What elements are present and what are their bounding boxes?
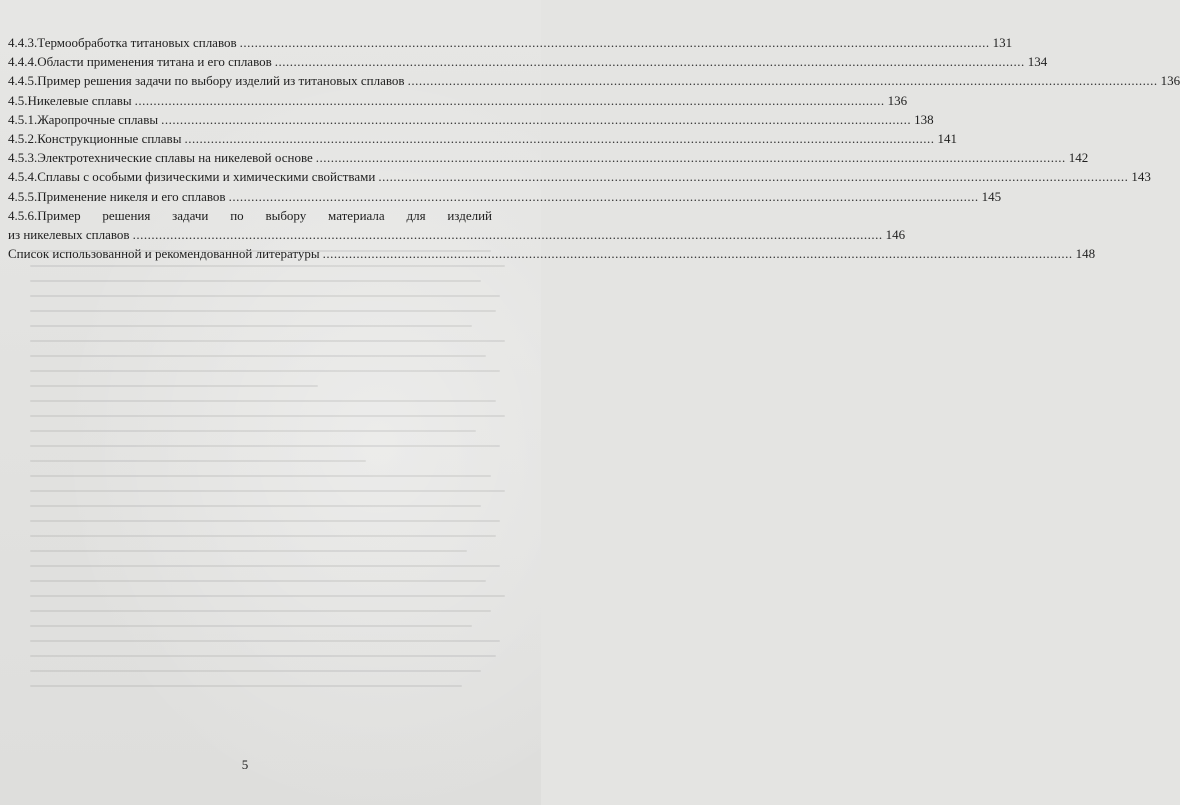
toc-entry-title: Конструкционные сплавы — [37, 130, 182, 146]
toc-entry — [8, 167, 1151, 186]
toc-entry-number: 4.4.5. — [8, 73, 38, 89]
toc-entry-title: Жаропрочные сплавы — [37, 111, 159, 127]
toc-leader-dots — [408, 71, 1158, 90]
toc-leader-dots — [184, 129, 934, 148]
toc-entry — [8, 33, 1013, 52]
toc-entry-page: 145 — [981, 188, 1002, 204]
toc-entry-number: 4.4.3. — [8, 35, 38, 50]
toc-entry — [8, 110, 934, 129]
toc-entry — [8, 148, 1089, 167]
toc-leader-dots — [161, 110, 911, 129]
toc-entry-number: 4.5.6. — [8, 207, 38, 223]
toc-entry-number: 4.5.3. — [8, 150, 38, 166]
toc-leader-dots — [323, 244, 1073, 263]
toc-entry-page: 142 — [1068, 150, 1089, 166]
toc-entry-title: Сплавы с особыми физическими и химическими свойствами — [37, 169, 376, 185]
toc-leader-dots — [229, 187, 979, 206]
reverse-side-bleed — [30, 250, 510, 720]
toc-entry-number: 4.5.5. — [8, 188, 38, 204]
toc-entry-continuation — [8, 225, 906, 244]
toc-entry-page: 131 — [992, 35, 1013, 50]
page-number: 5 — [241, 757, 249, 772]
toc-entry-page: 146 — [885, 226, 906, 242]
toc-leader-dots — [275, 52, 1025, 71]
toc-entry-page: 134 — [1027, 54, 1048, 70]
toc-entry-title: Пример решения задачи по выбору изделий из титановых сплавов — [37, 73, 405, 89]
toc-entry-page: 141 — [937, 130, 957, 146]
toc-entry-title: Пример решения задачи по выбору материала для изделий — [37, 207, 492, 223]
toc-entry-title: Применение никеля и его сплавов — [37, 188, 226, 204]
toc-leader-dots — [133, 225, 883, 244]
toc-entry-number: 4.5.2. — [8, 130, 38, 146]
table-of-contents — [8, 33, 1180, 263]
toc-entry-number: 4.5. — [8, 92, 28, 108]
toc-entry — [8, 187, 1002, 206]
toc-entry-title: Термообработка титановых сплавов — [37, 35, 237, 50]
toc-entry-page: 136 — [1160, 73, 1180, 89]
toc-entry-title: Области применения титана и его сплавов — [37, 54, 272, 70]
toc-entry — [8, 71, 1180, 90]
toc-entry-page: 136 — [887, 92, 908, 108]
toc-entry-page: 148 — [1075, 246, 1096, 262]
toc-entry-number: 4.5.1. — [8, 111, 38, 127]
toc-leader-dots — [240, 33, 990, 52]
toc-entry-page: 143 — [1131, 169, 1151, 185]
toc-entry-multiline — [8, 206, 492, 225]
toc-entry-bibliography — [8, 244, 1096, 263]
toc-leader-dots — [135, 91, 885, 110]
toc-entry-title: Электротехнические сплавы на никелевой основе — [37, 150, 313, 166]
toc-entry-title: Список использованной и рекомендованной литературы — [8, 246, 320, 262]
toc-entry — [8, 91, 908, 110]
toc-leader-dots — [378, 167, 1128, 186]
toc-entry-title-continuation: из никелевых сплавов — [8, 226, 130, 242]
toc-entry-page: 138 — [914, 111, 934, 127]
toc-entry-title: Никелевые сплавы — [27, 92, 132, 108]
toc-leader-dots — [316, 148, 1066, 167]
toc-entry-number: 4.5.4. — [8, 169, 38, 185]
toc-entry — [8, 52, 1048, 71]
toc-entry-number: 4.4.4. — [8, 54, 38, 70]
toc-entry — [8, 129, 957, 148]
